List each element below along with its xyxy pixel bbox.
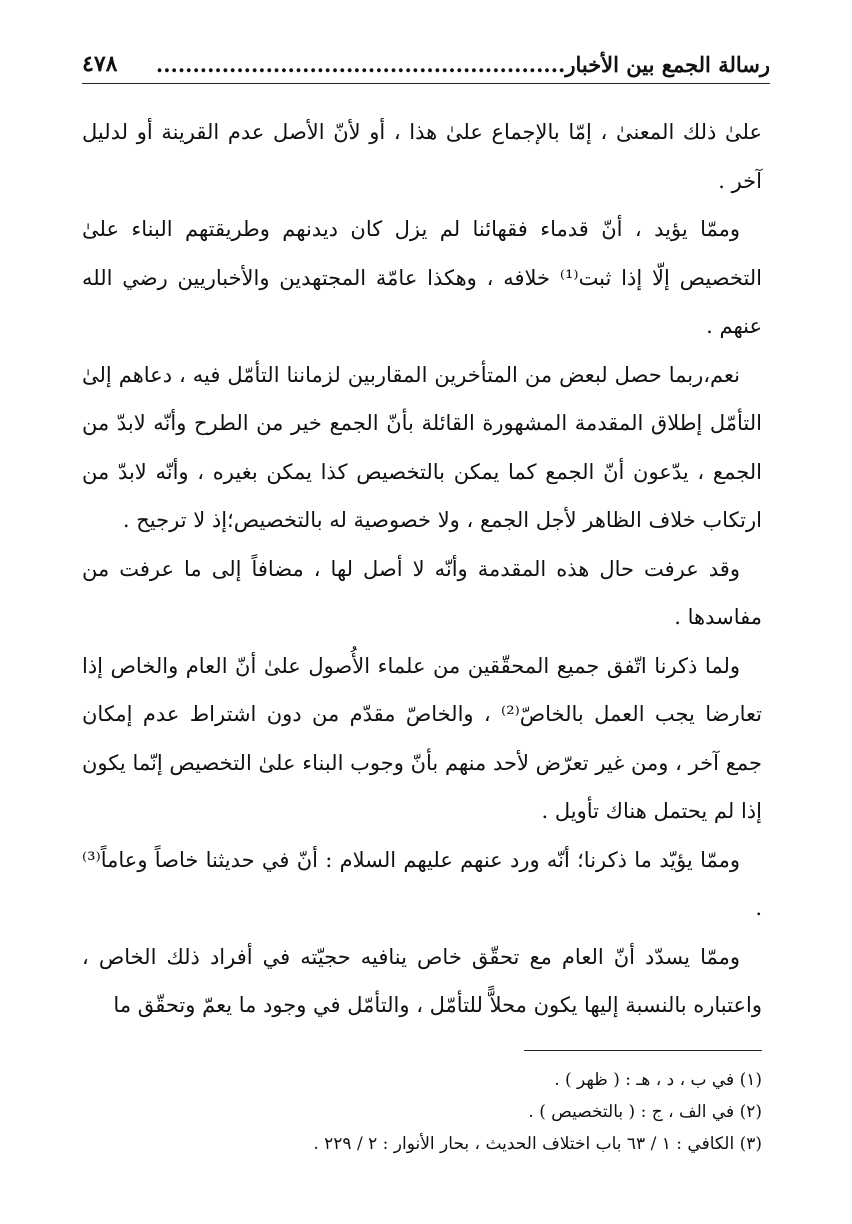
paragraph: نعم،ربما حصل لبعض من المتأخرين المقاربين لزماننا التأمّل فيه ، دعاهم إلىٰ التأمّل إطلاق المقدمة المشهورة القائلة بأنّ الجمع خير من الطرح وأنّه لابدّ من الجمع ، يدّعون أنّ الجمع كما يمكن بالتخصيص كذا يمكن بغيره ، وأنّه لابدّ من ارتكاب خلاف الظاهر لأجل الجمع ، ولا خصوصية له بالتخصيص؛إذ لا ترجيح .	[82, 362, 762, 532]
paragraph: وممّا يؤيد ، أنّ قدماء فقهائنا لم يزل كان ديدنهم وطريقتهم البناء علىٰ التخصيص إلّا إذا ثبت⁽¹⁾ خلافه ، وهكذا عامّة المجتهدين والأخباريين رضي الله عنهم .	[82, 217, 763, 338]
main-text	[82, 108, 762, 1030]
paragraph: وممّا يسدّد أنّ العام مع تحقّق خاص ينافيه حجيّته في أفراد ذلك الخاص ، واعتباره بالنسبة إليها يكون محلاًّ للتأمّل ، والتأمّل في وجود ما يعمّ وتحقّق ما	[82, 944, 762, 1017]
paragraph: وممّا يؤيّد ما ذكرنا؛ أنّه ورد عنهم عليهم السلام : أنّ في حديثنا خاصاً وعاماً⁽³⁾ .	[82, 847, 762, 920]
paragraph: وقد عرفت حال هذه المقدمة وأنّه لا أصل لها ، مضافاً إلى ما عرفت من مفاسدها .	[82, 556, 762, 629]
title-leader-dots: ........................................................	[155, 52, 566, 77]
footnote-2: (٢) في الف ، ج : ( بالتخصيص ) .	[528, 1102, 762, 1122]
footnote-1: (١) في ب ، د ، هـ : ( ظهر ) .	[554, 1070, 762, 1090]
paragraph: علىٰ ذلك المعنىٰ ، إمّا بالإجماع علىٰ هذا ، أو لأنّ الأصل عدم القرينة أو لدليل آخر .	[82, 120, 762, 193]
running-title-text: رسالة الجمع بين الأخبار	[565, 52, 770, 77]
footnotes	[82, 1064, 762, 1160]
footnote-3: (٣) الكافي : ١ / ٦٣ باب اختلاف الحديث ، بحار الأنوار : ٢ / ٢٢٩ .	[313, 1134, 762, 1154]
running-title	[156, 52, 770, 77]
page-number: ٤٧٨	[82, 51, 118, 77]
footnote-divider	[524, 1050, 762, 1051]
paragraph: ولما ذكرنا اتّفق جميع المحقّقين من علماء الأُصول علىٰ أنّ العام والخاص إذا تعارضا يجب العمل بالخاصّ⁽²⁾ ، والخاصّ مقدّم من دون اشتراط عدم إمكان جمع آخر ، ومن غير تعرّض لأحد منهم بأنّ وجوب البناء علىٰ التخصيص إنّما يكون إذا لم يحتمل هناك تأويل .	[82, 653, 763, 823]
running-header	[82, 40, 770, 84]
